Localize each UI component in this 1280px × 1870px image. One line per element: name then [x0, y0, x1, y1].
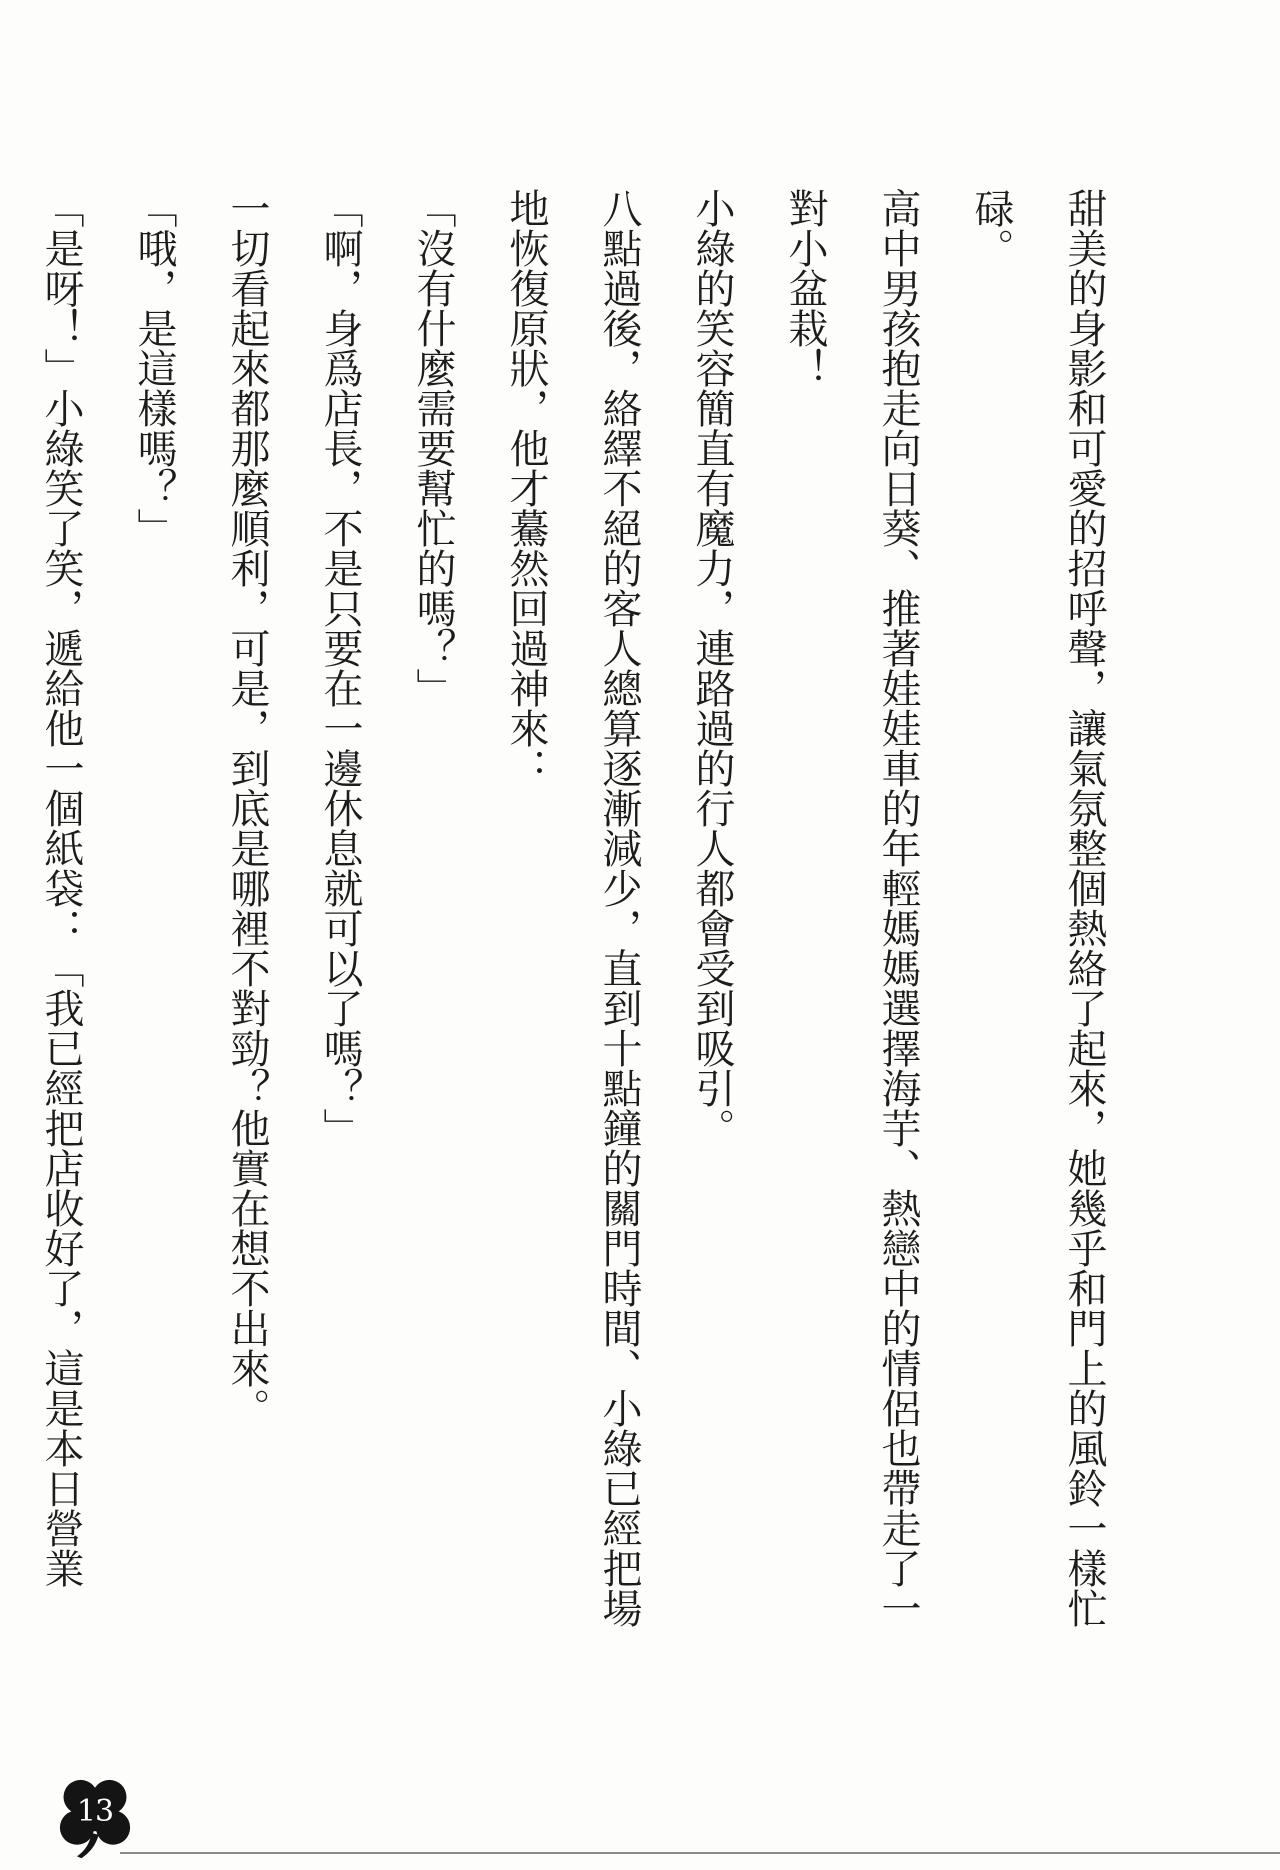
- paragraph-8: 「哦，是這樣嗎？」: [131, 188, 177, 548]
- paragraph-1: 甜美的身影和可愛的招呼聲，讓氣氛整個熱絡了起來，她幾乎和門上的風鈴一樣忙碌。: [968, 188, 1107, 1628]
- paragraph-4: 八點過後，絡繹不絕的客人總算逐漸減少，直到十點鐘的關門時間、小綠已經把場地恢復原狀，他才驀然回過神來：: [503, 188, 642, 1628]
- paragraph-3: 小綠的笑容簡直有魔力，連路過的行人都會受到吸引。: [689, 188, 735, 1148]
- vertical-text-block: [0, 188, 1130, 1628]
- paragraph-2: 高中男孩抱走向日葵、推著娃娃車的年輕媽媽選擇海芋、熱戀中的情侶也帶走了一對小盆栽！: [782, 188, 921, 1628]
- paragraph-6: 「啊，身爲店長，不是只要在一邊休息就可以了嗎？」: [317, 188, 363, 1148]
- footer-rule: [120, 1852, 1280, 1854]
- paragraph-7: 一切看起來都那麼順利，可是，到底是哪裡不對勁？他實在想不出來。: [224, 188, 270, 1428]
- paragraph-9: 「是呀！」小綠笑了笑，遞給他一個紙袋：「我已經把店收好了，這是本日營業: [38, 188, 84, 1588]
- page-footer: [25, 1770, 1280, 1870]
- page-number: 13: [76, 1794, 114, 1829]
- paragraph-5: 「沒有什麼需要幫忙的嗎？」: [410, 188, 456, 708]
